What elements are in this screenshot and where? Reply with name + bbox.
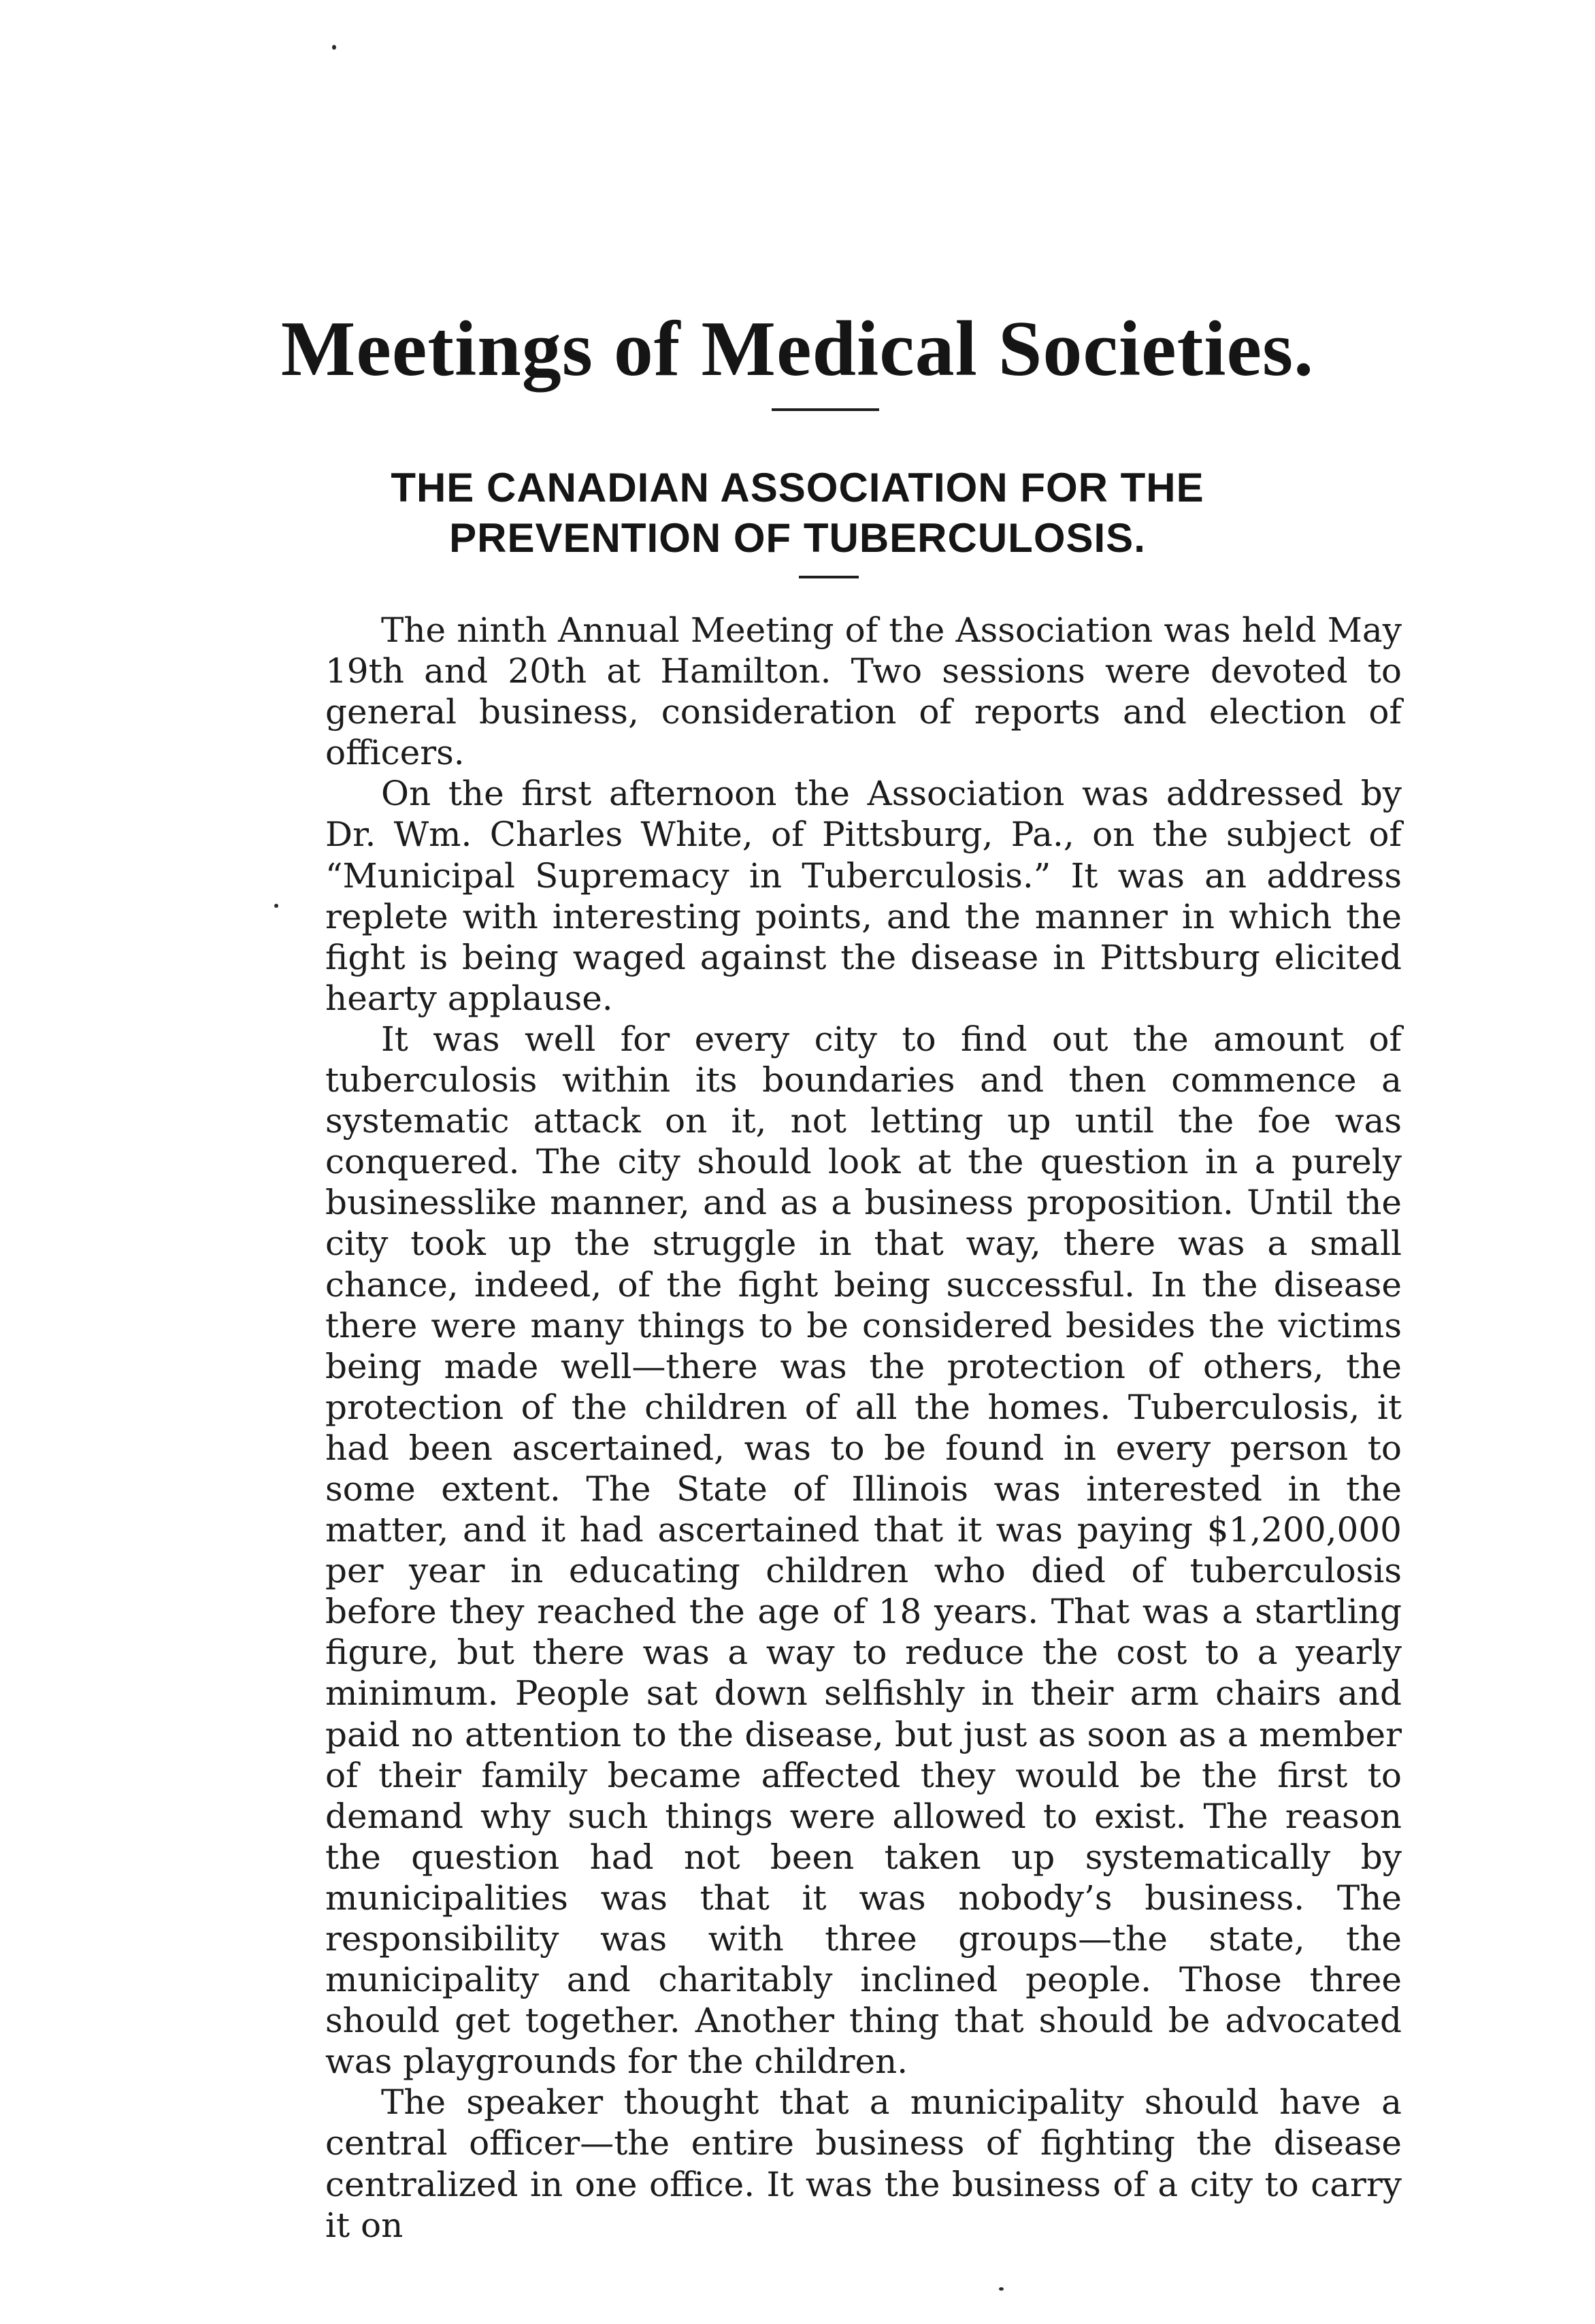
page-title: Meetings of Medical Societies.: [280, 306, 1315, 393]
article-body: [325, 610, 1402, 2246]
article-heading-line-1: THE CANADIAN ASSOCIATION FOR THE: [391, 465, 1204, 510]
body-paragraph: The speaker thought that a municipality should have a central officer—the entire business of fighting the disease centralized in one office. It was the business of a city to carry it on: [325, 2082, 1402, 2245]
body-paragraph: On the first afternoon the Association was addressed by Dr. Wm. Charles White, of Pittsburg, Pa., on the subject of “Municipal Supremacy in Tuberculosis.” It was an address replete with interesting points, and the manner in which the fight is being waged against the disease in Pittsburg elicited hearty applause.: [325, 774, 1402, 1018]
scan-speck-top: [332, 45, 336, 50]
scan-speck-margin: [274, 904, 278, 908]
body-paragraph: The ninth Annual Meeting of the Association was held May 19th and 20th at Hamilton. Two sessions were devoted to general business, consideration of reports and election of officers.: [325, 610, 1402, 773]
body-paragraph: It was well for every city to find out the amount of tuberculosis within its boundaries and then commence a systematic attack on it, not letting up until the foe was conquered. The city should look at the question in a purely businesslike manner, and as a business proposition. Until the city took up the struggle in that way, there was a small chance, indeed, of the fight being successful. In the disease there were many things to be considered besides the victims being made well—there was the protection of others, the protection of the children of all the homes. Tuberculosis, it had been ascertained, was to be found in every person to some extent. The State of Illinois was interested in the matter, and it had ascertained that it was paying $1,200,000 per year in educating children who died of tuberculosis before they reached the age of 18 years. That was a startling figure, but there was a way to reduce the cost to a yearly minimum. People sat down selfishly in their arm chairs and paid no attention to the disease, but just as soon as a member of their family became affected they would be the first to demand why such things were allowed to exist. The reason the question had not been taken up systematically by municipalities was that it was nobody’s business. The responsibility was with three groups—the state, the municipality and charitably inclined people. Those three should get together. Another thing that should be advocated was playgrounds for the children.: [325, 1019, 1402, 2082]
heading-divider: [799, 576, 859, 578]
title-divider: [772, 408, 879, 411]
scan-speck-bottom: [999, 2287, 1004, 2291]
article-heading: [0, 463, 1595, 563]
article-heading-line-2: PREVENTION OF TUBERCULOSIS.: [449, 515, 1146, 561]
